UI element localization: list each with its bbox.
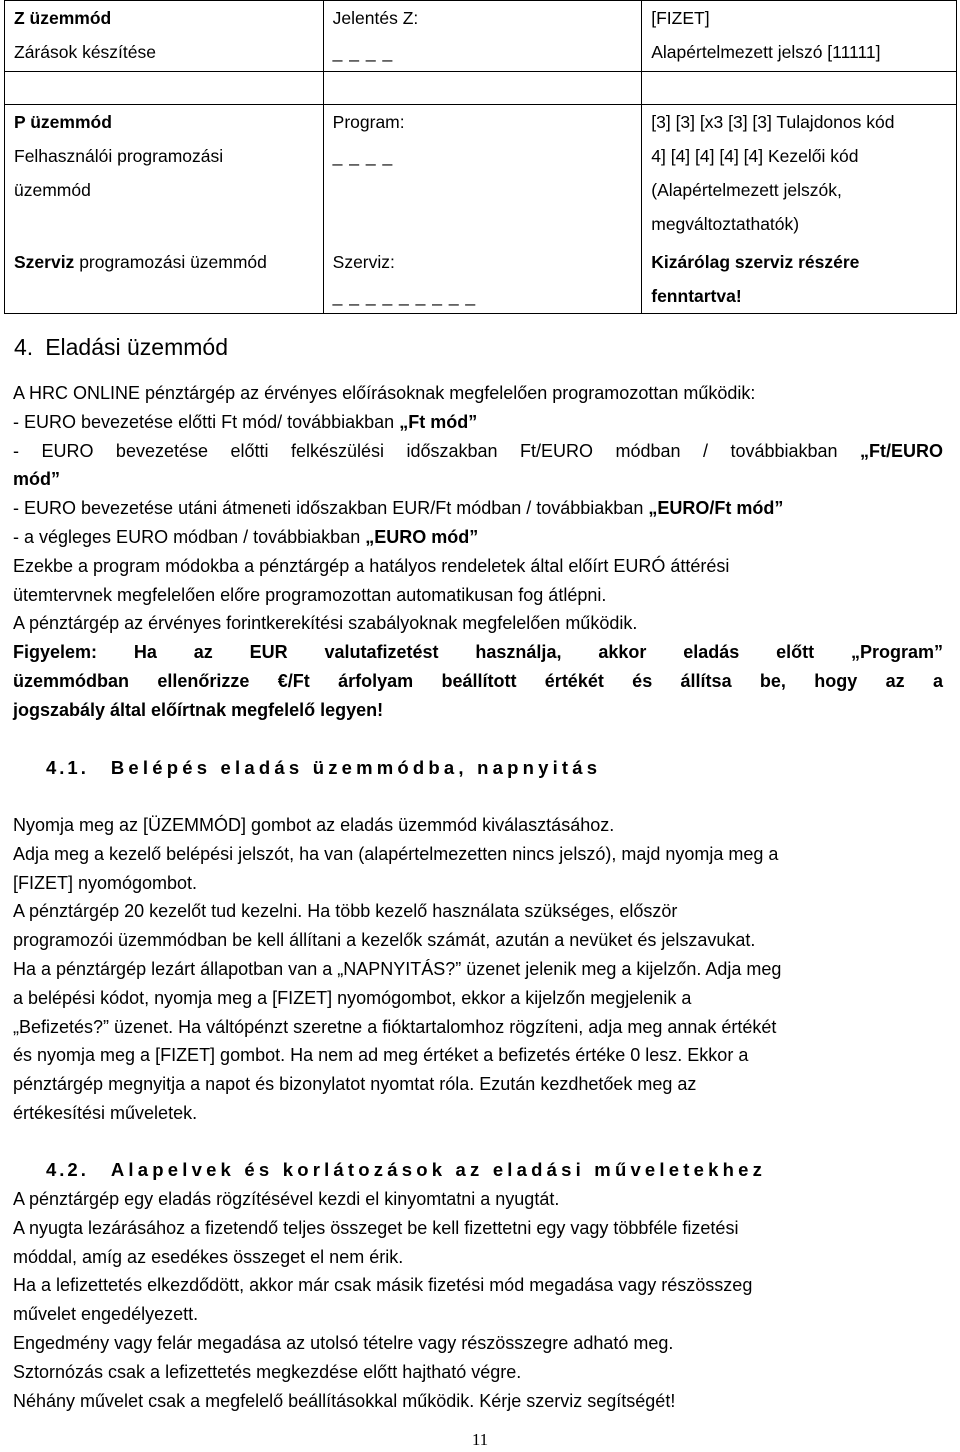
mode-name: „Ft/EURO (860, 440, 943, 461)
section-number: 4.1. (46, 757, 89, 778)
mode-desc: üzemmód (14, 180, 91, 200)
page-number: 11 (471, 1430, 489, 1449)
section-title: Eladási üzemmód (45, 334, 228, 360)
paragraph-line: Sztornózás csak a lefizettetés megkezdése előtt hajtható végre. (13, 1361, 522, 1382)
key-line: [3] [3] [x3 [3] [3] Tulajdonos kód (651, 112, 895, 132)
mode-title: P üzemmód (14, 112, 112, 132)
paragraph-line: értékesítési műveletek. (13, 1102, 198, 1123)
key-line: Kizárólag szerviz részére (651, 252, 860, 272)
section-4-1-heading (46, 757, 601, 779)
table-spacer-row (5, 72, 957, 105)
mode-item: - EURO bevezetése utáni átmeneti időszakban EUR/Ft módban / továbbiakban „EURO/Ft mód” (13, 498, 784, 519)
paragraph-line: A pénztárgép 20 kezelőt tud kezelni. Ha több kezelő használata szükséges, először (13, 901, 678, 922)
paragraph-line: Néhány művelet csak a megfelelő beállításokkal működik. Kérje szerviz segítségét! (13, 1390, 676, 1411)
mode-item: - EURO bevezetése előtti felkészülési időszakban Ft/EURO módban / továbbiakban „Ft/EURO (13, 440, 943, 461)
key-line: fenntartva! (651, 286, 742, 306)
section-number: 4.2. (46, 1159, 89, 1180)
key-line: 4] [4] [4] [4] [4] Kezelői kód (651, 146, 859, 166)
code-cell (323, 105, 642, 246)
mode-desc: Felhasználói programozási (14, 146, 224, 166)
mode-name: mód” (13, 469, 60, 490)
paragraph-line: művelet engedélyezett. (13, 1304, 199, 1325)
warning-line: Figyelem: Ha az EUR valutafizetést használja, akkor eladás előtt „Program” (13, 642, 943, 663)
section-4-2-body (13, 1185, 943, 1415)
key-line: (Alapértelmezett jelszók, (651, 180, 842, 200)
paragraph-line: Ha a lefizettetés elkezdődött, akkor már csak másik fizetési mód megadása vagy részösszeg (13, 1275, 753, 1296)
table-row (5, 245, 957, 314)
code-label: Szerviz: (332, 252, 395, 272)
mode-item-cont (13, 465, 943, 494)
modes-table (4, 0, 957, 314)
paragraph-line: Ezekbe a program módokba a pénztárgép a hatályos rendeletek által előírt EURÓ áttérési (13, 555, 730, 576)
mode-desc: Zárások készítése (14, 42, 156, 62)
section-4-1-body (13, 811, 943, 1128)
code-cell (323, 245, 642, 314)
paragraph-line: Engedmény vagy felár megadása az utolsó tételre vagy részösszegre adható meg. (13, 1332, 674, 1353)
section-number: 4. (14, 334, 34, 360)
paragraph-line: programozói üzemmódban be kell állítani a kezelők számát, azután a nevüket és jelszavukat. (13, 930, 756, 951)
paragraph-line: és nyomja meg a [FIZET] gombot. Ha nem ad meg értéket a befizetés értéke 0 lesz. Ekkor a (13, 1045, 749, 1066)
key-cell (642, 245, 957, 314)
warning-line: üzemmódban ellenőrizze €/Ft árfolyam beállított értékét és állítsa be, hogy az a (13, 670, 943, 691)
key-cell (642, 1, 957, 72)
code-cell (323, 1, 642, 72)
paragraph-line: Nyomja meg az [ÜZEMMÓD] gombot az eladás üzemmód kiválasztásához. (13, 815, 615, 835)
section-title: Alapelvek és korlátozások az eladási műveletekhez (110, 1159, 767, 1180)
code-label: Jelentés Z: (332, 8, 419, 28)
section-title: Belépés eladás üzemmódba, napnyitás (110, 757, 602, 778)
key-line: Alapértelmezett jelszó [11111] (651, 42, 881, 62)
mode-cell (5, 1, 324, 72)
paragraph-line: Adja meg a kezelő belépési jelszót, ha van (alapértelmezetten nincs jelszó), majd nyomja meg a (13, 843, 779, 864)
mode-name: „Ft mód” (399, 411, 478, 432)
paragraph-line: A pénztárgép egy eladás rögzítésével kezdi el kinyomtatni a nyugtát. (13, 1189, 560, 1209)
paragraph-line: ütemtervnek megfelelően előre programozottan automatikusan fog átlépni. (13, 584, 607, 605)
mode-title: Szerviz (14, 252, 75, 272)
mode-name: „EURO mód” (365, 526, 479, 547)
mode-name: „EURO/Ft mód” (648, 498, 784, 519)
key-line: megváltoztathatók) (651, 214, 800, 234)
code-label: Program: (332, 112, 405, 132)
key-cell (642, 105, 957, 246)
paragraph-line: a belépési kódot, nyomja meg a [FIZET] nyomógombot, ekkor a kijelzőn megjelenik a (13, 987, 692, 1008)
paragraph-line: pénztárgép megnyitja a napot és bizonylatot nyomtat róla. Ezután kezdhetőek meg az (13, 1074, 697, 1095)
code-blanks: _ _ _ _ (332, 42, 394, 62)
paragraph-line: „Befizetés?” üzenet. Ha váltópénzt szeretne a fióktartalomhoz rögzíteni, adja meg annak értékét (13, 1016, 777, 1037)
table-row (5, 105, 957, 246)
mode-item: - a végleges EURO módban / továbbiakban „EURO mód” (13, 526, 479, 547)
section-4-2-heading (46, 1159, 766, 1181)
section-4-body (13, 379, 943, 725)
mode-title: Z üzemmód (14, 8, 112, 28)
mode-item: - EURO bevezetése előtti Ft mód/ továbbiakban „Ft mód” (13, 411, 478, 432)
paragraph-line: A pénztárgép az érvényes forintkerekítési szabályoknak megfelelően működik. (13, 613, 638, 634)
paragraph-line: [FIZET] nyomógombot. (13, 872, 198, 893)
paragraph-line: Ha a pénztárgép lezárt állapotban van a „NAPNYITÁS?” üzenet jelenik meg a kijelzőn. Adja meg (13, 958, 782, 979)
intro-text: A HRC ONLINE pénztárgép az érvényes előírásoknak megfelelően programozottan működik: (13, 383, 756, 403)
paragraph-line: móddal, amíg az esedékes összeget el nem érik. (13, 1246, 404, 1267)
warning-line: jogszabály által előírtnak megfelelő legyen! (13, 699, 384, 720)
code-blanks: _ _ _ _ (332, 146, 394, 166)
mode-cell (5, 245, 324, 314)
mode-desc: programozási üzemmód (79, 252, 267, 272)
section-4-heading (14, 334, 228, 361)
key-line: [FIZET] (651, 8, 710, 28)
mode-cell (5, 105, 324, 246)
code-blanks: _ _ _ _ _ _ _ _ _ (332, 286, 477, 306)
table-row (5, 1, 957, 72)
paragraph-line: A nyugta lezárásához a fizetendő teljes összeget be kell fizettetni egy vagy többféle fizetési (13, 1217, 739, 1238)
